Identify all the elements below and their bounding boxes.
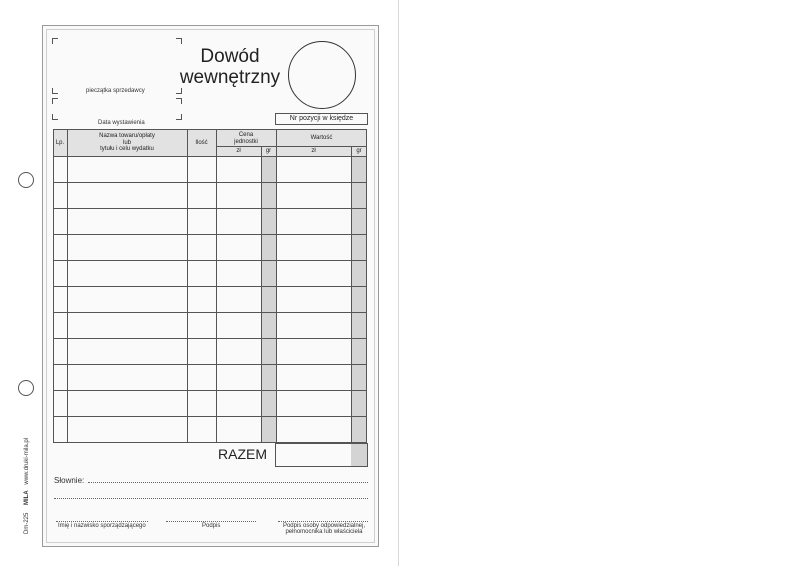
header-lp: Lp. <box>55 140 65 146</box>
printer-imprint <box>24 438 30 534</box>
header-value-gr: gr <box>356 148 362 154</box>
table-row[interactable] <box>53 182 367 183</box>
date-label: Data wystawienia <box>98 120 145 126</box>
header-unit-zl: zł <box>236 148 241 154</box>
table-row[interactable] <box>53 260 367 261</box>
header-unit-gr: gr <box>265 148 272 154</box>
header-name-line-1: Nazwa towaru/opłaty <box>99 133 155 139</box>
round-stamp-area <box>288 41 356 109</box>
ledger-position-field[interactable]: Nr pozycji w księdze <box>275 113 368 125</box>
total-label: RAZEM <box>218 446 267 462</box>
table-row[interactable] <box>53 208 367 209</box>
title-line-1: Dowód <box>200 46 260 67</box>
stamp-corner-mark <box>176 88 182 94</box>
header-unit-price-line-1: Cena <box>238 132 254 138</box>
date-corner-mark <box>176 98 182 104</box>
header-value: Wartość <box>310 135 333 141</box>
stamp-label: pieczątka sprzedawcy <box>86 88 145 94</box>
stamp-corner-mark <box>52 38 58 44</box>
stamp-corner-mark <box>52 88 58 94</box>
printer-website: www.druki-mila.pl <box>24 437 30 485</box>
preparer-label: Imię i nazwisko sporządzającego <box>58 523 146 529</box>
signature-line-signature[interactable] <box>166 521 256 522</box>
responsible-label-line-2: pełnomocnika lub właściciela <box>285 529 363 535</box>
header-name-line-3: tytułu i celu wydatku <box>100 146 154 152</box>
header-qty: Ilość <box>195 140 208 146</box>
signature-line-preparer[interactable] <box>56 521 148 522</box>
responsible-label <box>280 523 368 535</box>
printer-brand: MILA <box>24 490 30 505</box>
table-row[interactable] <box>53 416 367 417</box>
table-row[interactable] <box>53 364 367 365</box>
header-unit-price-line-2: jednostki <box>234 138 258 145</box>
date-corner-mark <box>52 98 58 104</box>
table-row[interactable] <box>53 234 367 235</box>
date-corner-mark <box>176 114 182 120</box>
table-row[interactable] <box>53 312 367 313</box>
table-row[interactable] <box>53 286 367 287</box>
punch-hole-bottom <box>18 380 34 396</box>
stamp-corner-mark <box>176 38 182 44</box>
table-row[interactable] <box>53 338 367 339</box>
table-row[interactable] <box>53 390 367 391</box>
header-sub-divider <box>216 146 367 147</box>
header-name <box>67 133 187 153</box>
col-divider <box>351 146 352 443</box>
signature-line-responsible[interactable] <box>278 521 368 522</box>
header-unit-price <box>216 132 276 145</box>
document-title <box>170 46 290 88</box>
items-table <box>53 129 367 466</box>
title-line-2: wewnętrzny <box>179 67 281 88</box>
date-corner-mark <box>52 114 58 120</box>
printer-code: Dm-225 <box>24 512 30 534</box>
responsible-label-line-1: Podpis osoby odpowiedzialnej, <box>282 523 366 529</box>
page-fold <box>398 0 399 566</box>
in-words-line[interactable] <box>88 482 368 483</box>
col-divider <box>261 146 262 443</box>
signature-label: Podpis <box>202 523 221 529</box>
header-bottom-divider <box>53 156 367 157</box>
total-value-field[interactable] <box>275 443 368 467</box>
header-name-line-2: lub <box>122 139 131 146</box>
in-words-line-2[interactable] <box>54 498 368 499</box>
punch-hole-top <box>18 172 34 188</box>
in-words-label: Słownie: <box>54 476 85 485</box>
header-value-zl: zł <box>311 148 316 154</box>
